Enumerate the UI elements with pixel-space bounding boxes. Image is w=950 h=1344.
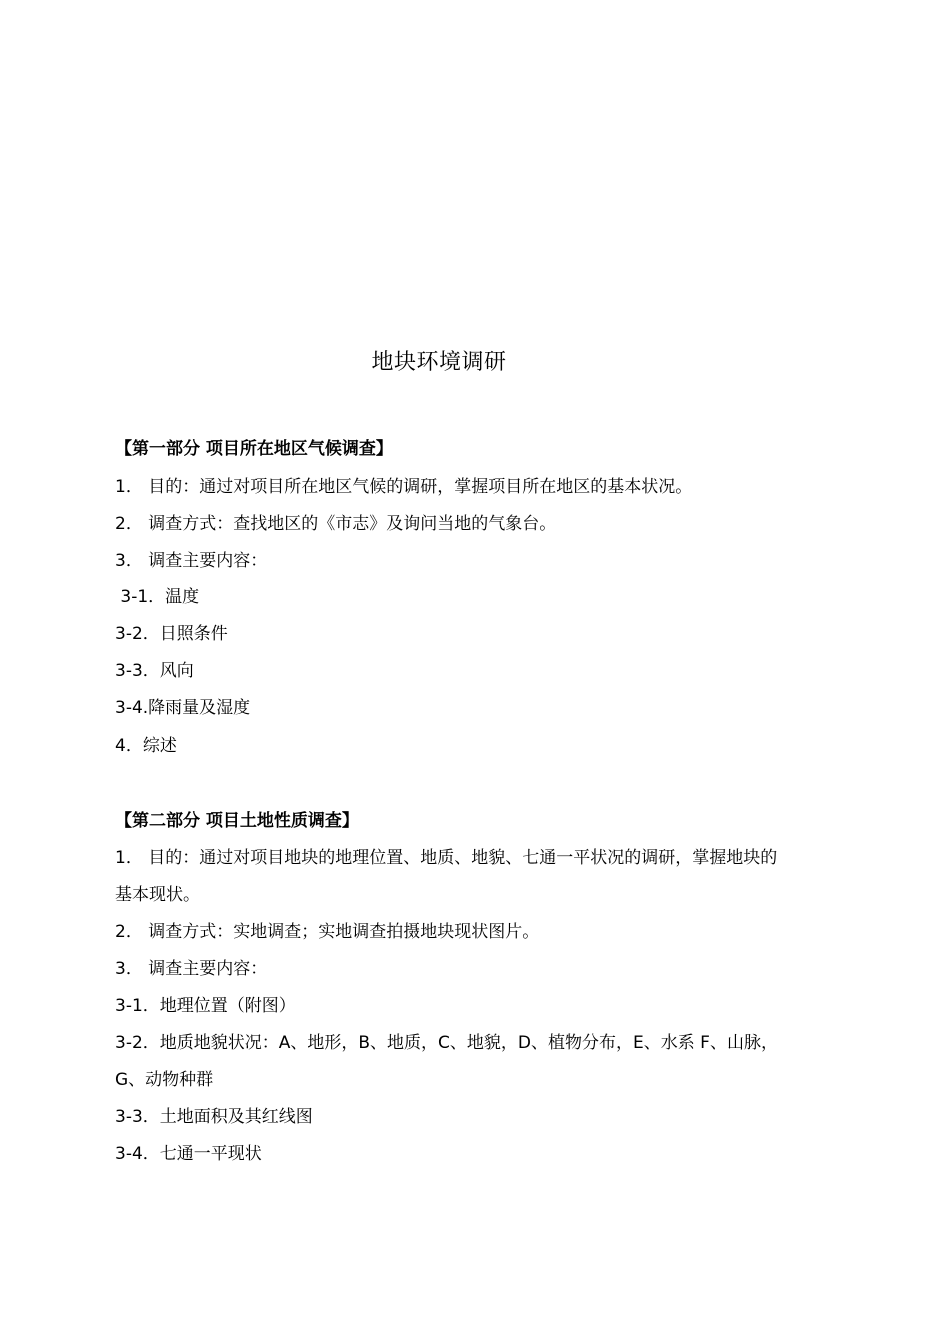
section-1-line-8: 4．综述: [115, 736, 177, 756]
section-2-line-6: 3-2．地质地貌状况：A、地形，B、地质，C、地貌，D、植物分布，E、水系 F、山脉，: [115, 1033, 778, 1053]
section-2-heading: 【第二部分 项目土地性质调查】: [115, 811, 359, 831]
section-1-line-7: 3-4.降雨量及湿度: [115, 698, 251, 718]
section-1-line-6: 3-3．风向: [115, 661, 194, 681]
section-2-line-1: 1． 目的：通过对项目地块的地理位置、地质、地貌、七通一平状况的调研，掌握地块的: [115, 848, 778, 868]
section-2-line-9: 3-4．七通一平现状: [115, 1144, 262, 1164]
section-1-line-4: 3-1．温度: [115, 587, 200, 607]
section-2-line-8: 3-3．土地面积及其红线图: [115, 1107, 313, 1127]
section-1-line-2: 2． 调查方式：查找地区的《市志》及询问当地的气象台。: [115, 514, 557, 534]
document-title: 地块环境调研: [371, 350, 507, 375]
section-1-line-1: 1． 目的：通过对项目所在地区气候的调研，掌握项目所在地区的基本状况。: [115, 477, 693, 497]
section-1-heading: 【第一部分 项目所在地区气候调查】: [115, 439, 393, 459]
section-2-line-4: 3． 调查主要内容：: [115, 959, 268, 979]
section-2-line-5: 3-1．地理位置（附图）: [115, 996, 296, 1016]
section-1-line-3: 3． 调查主要内容：: [115, 551, 268, 571]
section-2-line-2: 基本现状。: [115, 885, 200, 905]
section-1-line-5: 3-2．日照条件: [115, 624, 228, 644]
section-2-line-3: 2． 调查方式：实地调查；实地调查拍摄地块现状图片。: [115, 922, 540, 942]
section-2-line-7: G、动物种群: [115, 1070, 214, 1090]
